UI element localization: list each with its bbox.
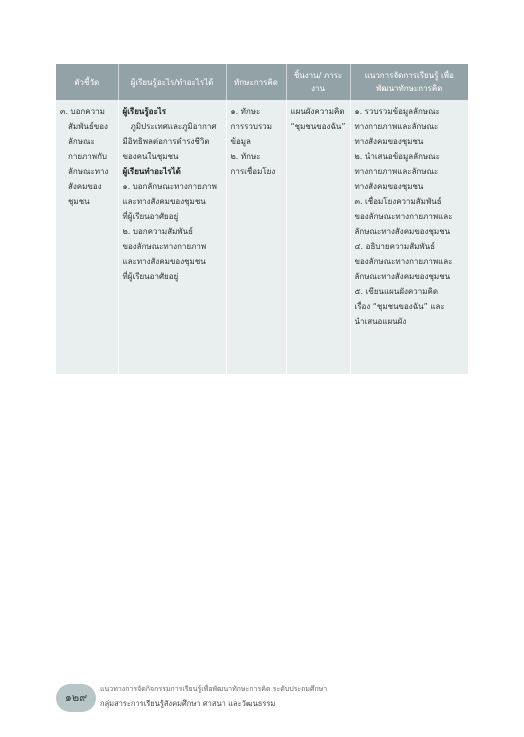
cell-line: ๒. ทักษะ xyxy=(230,152,261,161)
header-approach: แนวการจัดการเรียนรู้ เพื่อพัฒนาทักษะการคิด xyxy=(350,64,468,100)
cell-learning xyxy=(118,100,226,374)
cell-line: สังคมของ xyxy=(68,182,102,191)
cell-line: และทางสังคมของชุมชน xyxy=(122,257,206,266)
cell-line: ที่ผู้เรียนอาศัยอยู่ xyxy=(122,272,179,281)
cell-line: ที่ผู้เรียนอาศัยอยู่ xyxy=(122,212,179,221)
cell-line: ข้อมูล xyxy=(230,137,251,146)
cell-line: ทางสังคมของชุมชน xyxy=(354,182,424,191)
cell-line: ๑. ทักษะ xyxy=(230,107,261,116)
cell-heading: ผู้เรียนรู้อะไร xyxy=(122,107,167,116)
header-learning: ผู้เรียนรู้อะไร/ทำอะไรได้ xyxy=(118,64,226,100)
cell-line: ของคนในชุมชน xyxy=(122,152,179,161)
cell-line: “ชุมชนของฉัน” xyxy=(290,122,346,131)
cell-line: แผนผังความคิด xyxy=(290,107,345,116)
cell-line: และทางสังคมของชุมชน xyxy=(122,197,206,206)
cell-line: ๑. รวบรวมข้อมูลลักษณะ xyxy=(354,107,440,116)
cell-line: การเชื่อมโยง xyxy=(230,167,276,176)
header-thinking-skill: ทักษะการคิด xyxy=(226,64,286,100)
cell-heading: ผู้เรียนทำอะไรได้ xyxy=(122,167,181,176)
cell-line: ทางสังคมของชุมชน xyxy=(354,137,424,146)
page-number: ๑๒๙ xyxy=(56,684,96,712)
cell-task xyxy=(286,100,350,374)
cell-line: กายภาพกับ xyxy=(68,152,107,161)
cell-line: ทางกายภาพและลักษณะ xyxy=(354,167,439,176)
footer-subject: กลุ่มสาระการเรียนรู้สังคมศึกษา ศาสนา และวัฒนธรรม xyxy=(100,699,276,708)
cell-line: ของลักษณะทางกายภาพและ xyxy=(354,257,453,266)
table-row xyxy=(56,100,468,374)
cell-line: ลักษณะทาง xyxy=(68,167,109,176)
cell-line: มีอิทธิพลต่อการดำรงชีวิต xyxy=(122,137,210,146)
cell-line: ของลักษณะทางกายภาพ xyxy=(122,242,207,251)
cell-line: ลักษณะทางสังคมของชุมชน xyxy=(354,272,451,281)
cell-line: ๓. เชื่อมโยงความสัมพันธ์ xyxy=(354,197,442,206)
cell-line: สัมพันธ์ของ xyxy=(68,122,108,131)
cell-line: ทางกายภาพและลักษณะ xyxy=(354,122,439,131)
cell-line: นำเสนอแผนผัง xyxy=(354,317,407,326)
table-header-row xyxy=(56,64,468,100)
cell-line: ชุมชน xyxy=(68,197,90,206)
cell-line: ๑. บอกลักษณะทางกายภาพ xyxy=(122,182,217,191)
cell-line: ๕. เขียนแผนผังความคิด xyxy=(354,287,439,296)
cell-line: การรวบรวม xyxy=(230,122,273,131)
cell-approach xyxy=(350,100,468,374)
cell-line: ๓. บอกความ xyxy=(60,107,105,116)
cell-line: ๒. บอกความสัมพันธ์ xyxy=(122,227,193,236)
cell-indicator xyxy=(56,100,118,374)
cell-line: ภูมิประเทศและภูมิอากาศ xyxy=(130,122,217,131)
cell-line: ของลักษณะทางกายภาพและ xyxy=(354,212,453,221)
footer-book-title: แนวทางการจัดกิจกรรมการเรียนรู้เพื่อพัฒนาทักษะการคิด ระดับประถมศึกษา xyxy=(100,685,328,693)
page-footer xyxy=(56,672,468,712)
cell-line: ลักษณะ xyxy=(68,137,95,146)
cell-line: ๔. อธิบายความสัมพันธ์ xyxy=(354,242,435,251)
curriculum-table xyxy=(56,64,468,374)
cell-line: เรื่อง “ชุมชนของฉัน” และ xyxy=(354,302,445,311)
header-task: ชิ้นงาน/ ภาระงาน xyxy=(286,64,350,100)
header-indicator: ตัวชี้วัด xyxy=(56,64,118,100)
cell-line: ๒. นำเสนอข้อมูลลักษณะ xyxy=(354,152,440,161)
cell-line: ลักษณะทางสังคมของชุมชน xyxy=(354,227,451,236)
cell-thinking-skill xyxy=(226,100,286,374)
